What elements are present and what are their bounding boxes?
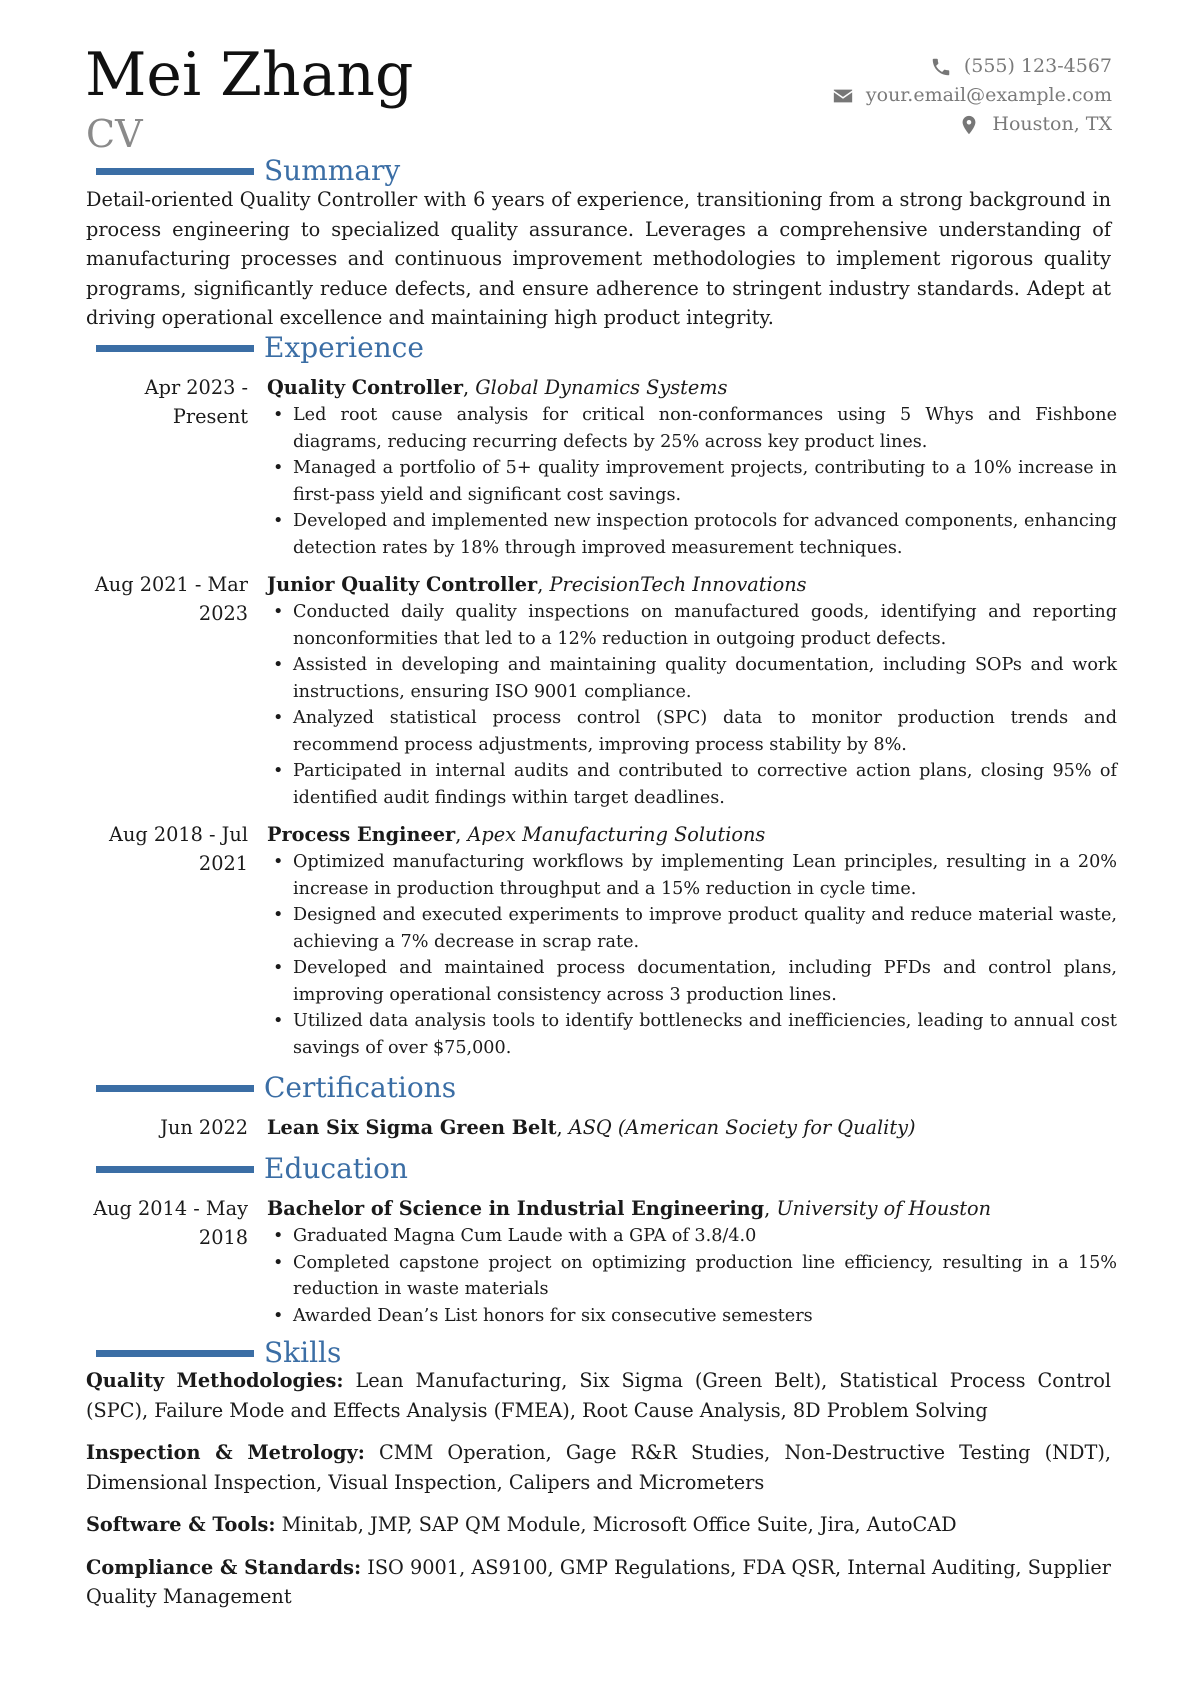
list-item: • Analyzed statistical process control (SPC) data to monitor production trends and recommend process adjustments, improving process stability by 8%. xyxy=(267,705,1117,758)
skill-text: ISO 9001, AS9100, GMP Regulations, FDA QSR, Internal Auditing, Supplier Quality Management xyxy=(86,1555,1111,1608)
section-education-heading xyxy=(96,1152,408,1186)
skill-text: CMM Operation, Gage R&R Studies, Non-Destructive Testing (NDT), Dimensional Inspection, Visual Inspection, Calipers and Micrometers xyxy=(86,1441,1111,1494)
entry-org: PrecisionTech Innovations xyxy=(549,573,807,596)
contact-phone xyxy=(832,52,1112,81)
skill-text: Minitab, JMP, SAP QM Module, Microsoft Office Suite, Jira, AutoCAD xyxy=(281,1513,957,1536)
section-certifications-heading xyxy=(96,1071,456,1105)
list-item: • Designed and executed experiments to improve product quality and reduce material waste, achieving a 7% decrease in scrap rate. xyxy=(267,902,1117,955)
phone-text: (555) 123-4567 xyxy=(963,55,1112,77)
document-subtitle: CV xyxy=(86,112,143,156)
list-item: • Graduated Magna Cum Laude with a GPA of 3.8/4.0 xyxy=(267,1223,1117,1250)
entry-title: Junior Quality Controller xyxy=(267,573,538,596)
list-item: • Awarded Dean’s List honors for six consecutive semesters xyxy=(267,1303,1117,1330)
entry-bullets xyxy=(267,402,1187,561)
section-summary-heading xyxy=(96,154,400,188)
entry-bullets xyxy=(267,1223,1187,1329)
summary-text: Detail-oriented Quality Controller with 6 years of experience, transitioning from a strong background in process engineering to specialized quality assurance. Leverages a comprehensive understanding of manufacturing processes and continuous improvement methodologies to implement rigorous quality programs, significantly reduce defects, and ensure adherence to stringent industry standards. Adept at driving operational excellence and maintaining high product integrity. xyxy=(86,188,1111,329)
section-title: Summary xyxy=(264,154,401,187)
candidate-name: Mei Zhang xyxy=(85,40,414,110)
section-title: Certifications xyxy=(264,1071,457,1104)
section-rule xyxy=(96,1350,254,1357)
list-item: • Completed capstone project on optimizing production line efficiency, resulting in a 15% reduction in waste materials xyxy=(267,1250,1117,1303)
contact-location xyxy=(832,110,1112,139)
entry-org: Apex Manufacturing Solutions xyxy=(467,823,766,846)
section-title: Skills xyxy=(264,1336,342,1369)
list-item: • Utilized data analysis tools to identify bottlenecks and inefficiencies, leading to annual cost savings of over $75,000. xyxy=(267,1008,1117,1061)
skills-list xyxy=(86,1366,1111,1625)
list-item: • Assisted in developing and maintaining quality documentation, including SOPs and work instructions, ensuring ISO 9001 compliance. xyxy=(267,652,1117,705)
email-link[interactable]: your.email@example.com xyxy=(865,84,1112,106)
entry-date: Aug 2014 - May 2018 xyxy=(93,1197,248,1249)
section-experience-heading xyxy=(96,331,424,365)
entry-heading: Bachelor of Science in Industrial Engineering, University of Houston xyxy=(267,1197,992,1220)
entry-date: Aug 2018 - Jul 2021 xyxy=(109,823,248,875)
list-item: • Developed and implemented new inspection protocols for advanced components, enhancing detection rates by 18% through improved measurement techniques. xyxy=(267,508,1117,561)
entry-heading: Lean Six Sigma Green Belt, ASQ (American Society for Quality) xyxy=(267,1116,916,1139)
section-skills-heading xyxy=(96,1336,341,1370)
list-item: • Managed a portfolio of 5+ quality improvement projects, contributing to a 10% increase in first-pass yield and significant cost savings. xyxy=(267,455,1117,508)
entry-title: Process Engineer xyxy=(267,823,456,846)
entry-bullets xyxy=(267,599,1187,811)
list-item: • Conducted daily quality inspections on manufactured goods, identifying and reporting nonconformities that led to a 12% reduction in outgoing product defects. xyxy=(267,599,1117,652)
entry-date: Apr 2023 - Present xyxy=(144,376,248,428)
envelope-icon xyxy=(832,85,854,107)
skill-group xyxy=(86,1438,1111,1497)
entry-body xyxy=(267,1113,1187,1142)
skill-group xyxy=(86,1366,1111,1425)
entry-body xyxy=(267,1194,1187,1329)
entry-bullets xyxy=(267,849,1187,1061)
skill-group xyxy=(86,1510,1111,1540)
skill-label: Inspection & Metrology: xyxy=(86,1441,365,1464)
map-pin-icon xyxy=(958,114,980,136)
list-item: • Optimized manufacturing workflows by implementing Lean principles, resulting in a 20% increase in production throughput and a 15% reduction in cycle time. xyxy=(267,849,1117,902)
entry-body xyxy=(267,570,1187,811)
entry-body xyxy=(267,373,1187,561)
entry-org: Global Dynamics Systems xyxy=(475,376,728,399)
section-title: Experience xyxy=(264,331,424,364)
skill-label: Compliance & Standards: xyxy=(86,1555,362,1579)
section-rule xyxy=(96,168,254,175)
section-rule xyxy=(96,1085,254,1092)
entry-heading: Quality Controller, Global Dynamics Systems xyxy=(267,376,728,399)
entry-heading: Junior Quality Controller, PrecisionTech Innovations xyxy=(267,573,807,596)
skill-label: Software & Tools: xyxy=(86,1513,276,1536)
entry-org: ASQ (American Society for Quality) xyxy=(568,1116,916,1139)
entry-heading: Process Engineer, Apex Manufacturing Solutions xyxy=(267,823,766,846)
entry-title: Lean Six Sigma Green Belt xyxy=(267,1116,557,1139)
location-text: Houston, TX xyxy=(992,113,1112,135)
section-title: Education xyxy=(264,1152,408,1185)
entry-date: Aug 2021 - Mar 2023 xyxy=(94,573,248,625)
list-item: • Participated in internal audits and contributed to corrective action plans, closing 95% of identified audit findings within target deadlines. xyxy=(267,758,1117,811)
entry-title: Quality Controller xyxy=(267,376,464,399)
entry-body xyxy=(267,820,1187,1061)
entry-date: Jun 2022 xyxy=(160,1116,248,1139)
list-item: • Developed and maintained process documentation, including PFDs and control plans, improving operational consistency across 3 production lines. xyxy=(267,955,1117,1008)
skill-group xyxy=(86,1553,1111,1612)
skill-label: Quality Methodologies: xyxy=(86,1369,344,1392)
contact-block xyxy=(832,52,1112,139)
section-rule xyxy=(96,345,254,352)
section-rule xyxy=(96,1166,254,1173)
entry-org: University of Houston xyxy=(776,1197,992,1220)
entry-title: Bachelor of Science in Industrial Engineering xyxy=(267,1197,765,1220)
contact-email[interactable] xyxy=(832,81,1112,110)
skill-text: Lean Manufacturing, Six Sigma (Green Belt), Statistical Process Control (SPC), Failure Mode and Effects Analysis (FMEA), Root Cause Analysis, 8D Problem Solving xyxy=(86,1369,1111,1422)
phone-icon xyxy=(930,56,952,78)
list-item: • Led root cause analysis for critical non-conformances using 5 Whys and Fishbone diagrams, reducing recurring defects by 25% across key product lines. xyxy=(267,402,1117,455)
